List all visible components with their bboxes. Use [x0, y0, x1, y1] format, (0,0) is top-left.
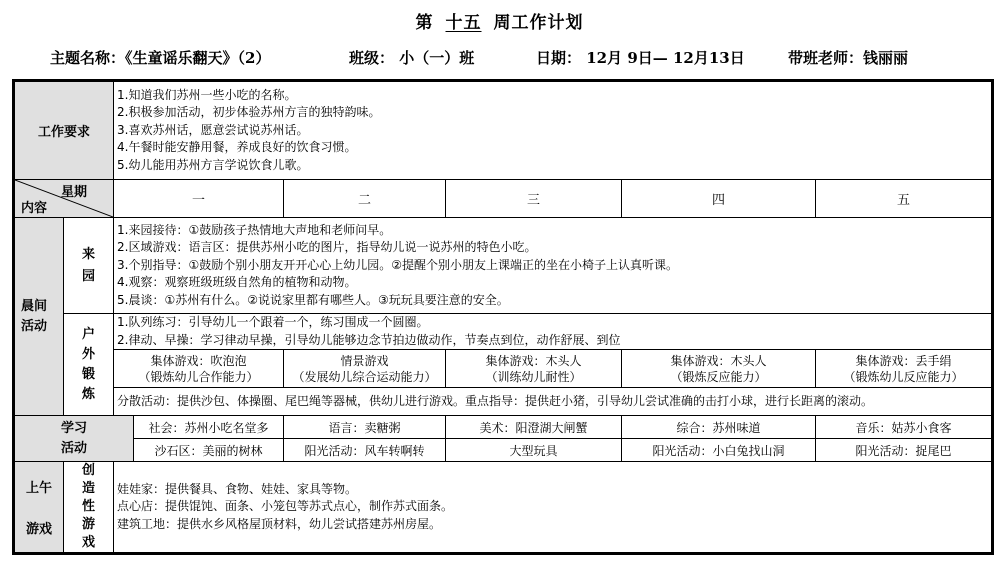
game-goal: （锻炼幼儿反应能力） [843, 369, 964, 384]
outdoor-tuesday: 阳光活动：风车转啊转 [284, 439, 446, 462]
requirements-row [14, 81, 993, 180]
arrival-item: 2.区域游戏：语言区：提供苏州小吃的图片，指导幼儿说一说苏州的特色小吃。 [117, 240, 537, 255]
outdoor-row [14, 314, 993, 350]
game-tuesday [284, 350, 446, 388]
study-thursday: 综合：苏州味道 [622, 416, 816, 439]
game-goal: （锻炼幼儿合作能力） [138, 369, 259, 384]
outdoor-friday: 阳光活动：捉尾巴 [816, 439, 993, 462]
creative-game-item: 点心店：提供馄饨、面条、小笼包等苏式点心，制作苏式面条。 [117, 499, 454, 514]
arrival-label-text: 来园 [81, 246, 95, 284]
arrival-item: 1.来园接待：①鼓励孩子热情地大声地和老师问早。 [117, 222, 392, 237]
study-wednesday: 美术：阳澄湖大闸蟹 [446, 416, 622, 439]
creative-game-label [64, 462, 114, 554]
study-friday: 音乐：姑苏小食客 [816, 416, 993, 439]
arrival-item: 3.个别指导：①鼓励个别小朋友开开心心上幼儿园。②提醒个别小朋友上课端正的坐在小椅子上认真听课。 [117, 257, 678, 272]
title-suffix: 周工作计划 [493, 13, 584, 33]
outdoor-item: 1.队列练习：引导幼儿一个跟着一个，练习围成一个圆圈。 [117, 315, 429, 329]
requirement-item: 4.午餐时能安静用餐，养成良好的饮食习惯。 [117, 140, 357, 155]
study-row-1 [14, 416, 993, 439]
game-monday [114, 350, 284, 388]
day-wednesday: 三 [446, 180, 622, 218]
class-label: 班级： 小（一）班 [349, 49, 475, 67]
requirement-item: 2.积极参加活动，初步体验苏州方言的独特韵味。 [117, 105, 381, 120]
arrival-row [14, 218, 993, 314]
creative-game-item: 娃娃家：提供餐具、食物、娃娃、家具等物。 [117, 481, 358, 496]
day-monday: 一 [114, 180, 284, 218]
game-friday [816, 350, 993, 388]
game-thursday [622, 350, 816, 388]
game-name: 集体游戏：木头人 [670, 353, 767, 368]
scatter-activity [114, 388, 993, 416]
day-tuesday: 二 [284, 180, 446, 218]
collective-games-row [14, 350, 993, 388]
scatter-text: 分散活动：提供沙包、体操圈、尾巴绳等器械，供幼儿进行游戏。重点指导：提供赶小猪，引导幼儿尝试准确的击打小球，进行长距离的滚动。 [117, 393, 874, 408]
arrival-label [64, 218, 114, 314]
outdoor-thursday: 阳光活动：小白兔找山洞 [622, 439, 816, 462]
study-label [14, 416, 134, 462]
game-wednesday [446, 350, 622, 388]
arrival-item: 5.晨谈：①苏州有什么。②说说家里都有哪些人。③玩玩具要注意的安全。 [117, 292, 509, 307]
game-name: 集体游戏：吹泡泡 [150, 353, 247, 368]
theme-label: 主题名称：《生童谣乐翻天》（2） [50, 49, 271, 67]
forenoon-game-row [14, 462, 993, 554]
forenoon-label-bottom: 游戏 [25, 522, 52, 537]
study-tuesday: 语言：卖糖粥 [284, 416, 446, 439]
outdoor-list [114, 314, 993, 350]
weekly-plan-table [12, 79, 994, 555]
study-monday: 社会：苏州小吃名堂多 [134, 416, 284, 439]
game-name: 集体游戏：木头人 [485, 353, 582, 368]
week-number: 十五 [445, 13, 482, 33]
morning-activity-text: 晨间活动 [21, 298, 48, 334]
forenoon-label-top: 上午 [25, 481, 52, 496]
teacher-label: 带班老师：钱丽丽 [788, 49, 909, 67]
weekday-corner-cell [14, 180, 114, 218]
study-row-2 [14, 439, 993, 462]
morning-activity-label [14, 218, 64, 416]
weekday-header-row [14, 180, 993, 218]
requirement-item: 1.知道我们苏州一些小吃的名称。 [117, 87, 297, 102]
requirement-item: 5.幼儿能用苏州方言学说饮食儿歌。 [117, 157, 309, 172]
forenoon-game-label [14, 462, 64, 554]
outdoor-wednesday: 大型玩具 [446, 439, 622, 462]
creative-game-list [114, 462, 993, 554]
date-label: 日期： 12月 9日— 12月13日 [536, 49, 745, 67]
arrival-item: 4.观察：观察班级班级自然角的植物和动物。 [117, 275, 357, 290]
requirements-list [114, 81, 993, 180]
creative-game-label-text: 创造性游戏 [81, 463, 95, 550]
game-name: 情景游戏 [340, 353, 389, 368]
game-goal: （发展幼儿综合运动能力） [292, 369, 437, 384]
title-prefix: 第 [415, 13, 434, 33]
game-goal: （锻炼反应能力） [670, 369, 767, 384]
arrival-list [114, 218, 993, 314]
creative-game-item: 建筑工地：提供水乡风格屋顶材料，幼儿尝试搭建苏州房屋。 [117, 516, 442, 531]
outdoor-item: 2.律动、早操：学习律动早操，引导幼儿能够边念节拍边做动作，节奏点到位，动作舒展、到位 [117, 332, 621, 347]
game-goal: （训练幼儿耐性） [485, 369, 582, 384]
outdoor-label [64, 314, 114, 416]
content-label: 内容 [21, 201, 48, 216]
outdoor-monday: 沙石区：美丽的树林 [134, 439, 284, 462]
plan-meta [0, 47, 999, 69]
requirement-item: 3.喜欢苏州话，愿意尝试说苏州话。 [117, 122, 309, 137]
outdoor-label-text: 户外锻炼 [81, 326, 95, 402]
day-friday: 五 [816, 180, 993, 218]
requirements-label: 工作要求 [14, 81, 114, 180]
scatter-row [14, 388, 993, 416]
page-title [0, 8, 999, 33]
weekday-label: 星期 [61, 185, 88, 200]
game-name: 集体游戏：丢手绢 [855, 353, 952, 368]
study-label-text: 学习活动 [60, 420, 87, 456]
day-thursday: 四 [622, 180, 816, 218]
